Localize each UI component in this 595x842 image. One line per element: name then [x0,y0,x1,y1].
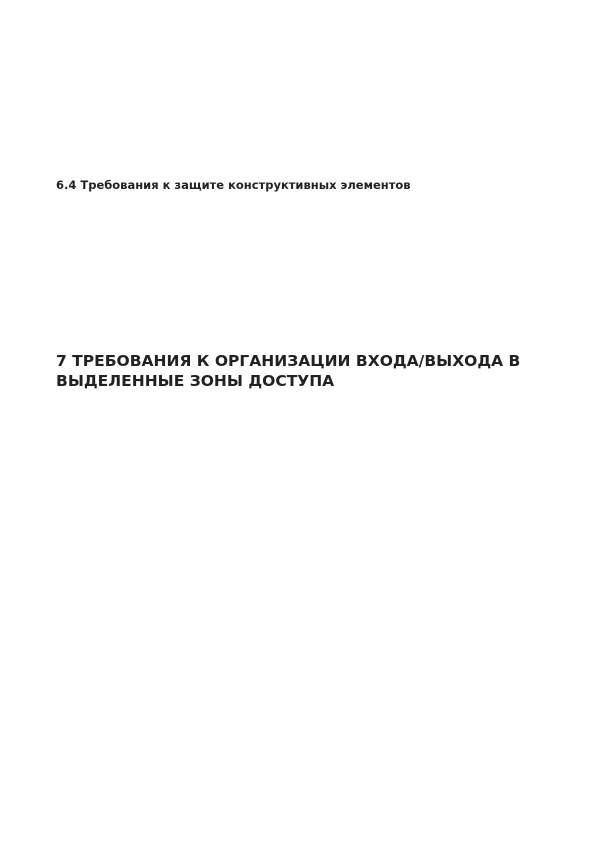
paragraph [56,283,555,292]
paragraph [56,249,555,258]
paragraph [56,8,555,17]
paragraph [56,59,555,68]
paragraph [56,215,555,224]
paragraph [56,42,555,51]
paragraph [56,127,555,136]
paragraph [56,110,555,119]
paragraph [56,317,555,326]
paragraph [56,232,555,241]
paragraph [56,416,555,425]
paragraph [56,144,555,153]
section-heading: 7 ТРЕБОВАНИЯ К ОРГАНИЗАЦИИ ВХОДА/ВЫХОДА В ВЫДЕЛЕННЫЕ ЗОНЫ ДОСТУПА [56,352,521,390]
subsection-heading: 6.4 Требования к защите конструктивных элементов [56,178,411,192]
paragraph [56,198,555,207]
paragraph [56,93,555,102]
paragraph [56,161,555,170]
paragraph [56,266,555,275]
paragraph [56,300,555,309]
paragraph [56,25,555,34]
paragraph [56,334,555,343]
paragraph [56,76,555,85]
paragraph [56,399,555,408]
